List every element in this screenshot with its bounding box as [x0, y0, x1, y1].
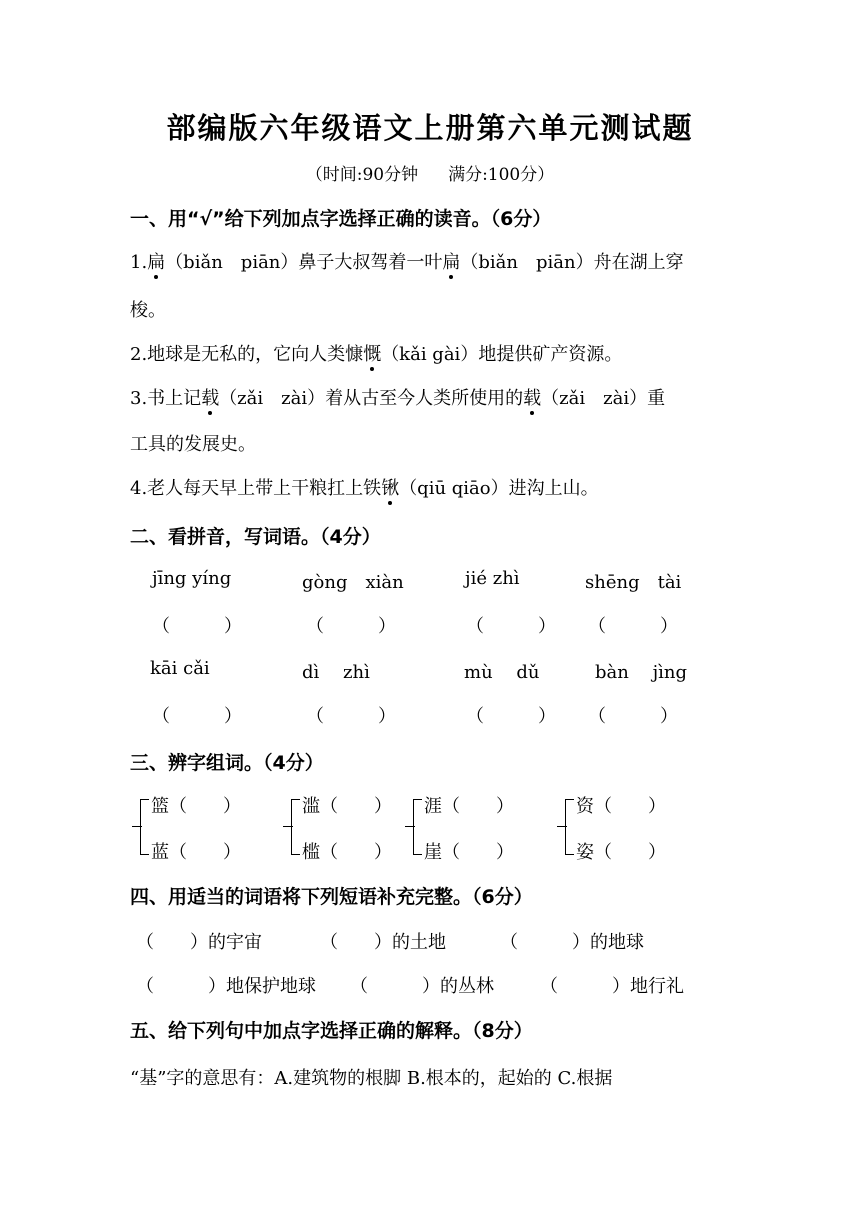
answer-blank[interactable]: （ ） — [152, 706, 242, 727]
group-brace-tick — [557, 826, 567, 827]
char-pair-item: 涯（ ） — [424, 796, 514, 817]
group-brace — [291, 799, 300, 855]
group-brace-tick — [405, 826, 415, 827]
question-text: （biǎn piān）舟在湖上穿 — [460, 252, 684, 273]
full-score: 满分:100分） — [448, 165, 555, 185]
group-brace-tick — [132, 826, 142, 827]
section-5-heading: 五、给下列句中加点字选择正确的解释。（8分） — [130, 1020, 533, 1042]
phrase-item: （ ）地行礼 — [540, 976, 684, 997]
char-pair-item: 滥（ ） — [302, 796, 392, 817]
question-4-line — [130, 474, 599, 500]
question-text: （zǎi zài）着从古至今人类所使用的 — [219, 388, 524, 409]
pinyin-item: bàn jìng — [595, 662, 688, 683]
question-text: 2.地球是无私的，它向人类慷 — [130, 344, 364, 365]
char-pair-item: 蓝（ ） — [151, 842, 241, 863]
group-brace-tick — [283, 826, 293, 827]
pinyin-item: shēng tài — [585, 572, 682, 593]
answer-blank[interactable]: （ ） — [466, 616, 556, 637]
section-4-heading: 四、用适当的词语将下列短语补充完整。（6分） — [130, 886, 533, 908]
time-limit: （时间:90分钟 — [305, 165, 419, 185]
dotted-char: 载 — [523, 388, 542, 409]
question-1-line — [130, 248, 684, 274]
answer-blank[interactable]: （ ） — [588, 616, 678, 637]
dotted-char: 锹 — [381, 478, 400, 499]
answer-blank[interactable]: （ ） — [306, 616, 396, 637]
char-pair-item: 篮（ ） — [151, 796, 241, 817]
answer-blank[interactable]: （ ） — [152, 616, 242, 637]
pinyin-item: jīng yíng — [152, 568, 232, 589]
definition-line: “基”字的意思有：A.建筑物的根脚 B.根本的，起始的 C.根据 — [130, 1068, 613, 1089]
question-1-continued: 梭。 — [130, 300, 166, 321]
question-text: 1. — [130, 252, 148, 273]
pinyin-item: dì zhì — [302, 662, 370, 683]
answer-blank[interactable]: （ ） — [466, 706, 556, 727]
exam-info — [0, 160, 860, 185]
phrase-item: （ ）的宇宙 — [136, 932, 262, 953]
group-brace — [565, 799, 574, 855]
answer-blank[interactable]: （ ） — [588, 706, 678, 727]
group-brace — [413, 799, 422, 855]
char-pair-item: 资（ ） — [576, 796, 666, 817]
pinyin-item: gòng xiàn — [302, 572, 404, 593]
question-text: 3.书上记 — [130, 388, 202, 409]
question-text: （kǎi gài）地提供矿产资源。 — [381, 344, 623, 365]
page-title: 部编版六年级语文上册第六单元测试题 — [166, 111, 694, 145]
pinyin-item: jié zhì — [465, 568, 520, 589]
question-2-line — [130, 340, 622, 366]
pinyin-item: mù dǔ — [464, 662, 540, 683]
dotted-char: 慨 — [363, 344, 382, 365]
char-pair-item: 崖（ ） — [424, 842, 514, 863]
char-pair-item: 槛（ ） — [302, 842, 392, 863]
group-brace — [140, 799, 149, 855]
dotted-char: 扁 — [147, 252, 166, 273]
question-3-continued: 工具的发展史。 — [130, 434, 256, 455]
phrase-item: （ ）的丛林 — [350, 976, 494, 997]
dotted-char: 扁 — [442, 252, 461, 273]
dotted-char: 载 — [201, 388, 220, 409]
section-3-heading: 三、辨字组词。（4分） — [130, 752, 324, 774]
phrase-item: （ ）的土地 — [320, 932, 446, 953]
phrase-item: （ ）地保护地球 — [136, 976, 316, 997]
char-pair-item: 姿（ ） — [576, 842, 666, 863]
question-text: （biǎn piān）鼻子大叔驾着一叶 — [165, 252, 443, 273]
phrase-item: （ ）的地球 — [500, 932, 644, 953]
question-3-line — [130, 384, 665, 410]
answer-blank[interactable]: （ ） — [306, 706, 396, 727]
section-1-heading: 一、用“√”给下列加点字选择正确的读音。（6分） — [130, 208, 552, 230]
question-text: （zǎi zài）重 — [541, 388, 666, 409]
question-text: 4.老人每天早上带上干粮扛上铁 — [130, 478, 382, 499]
question-text: （qiū qiāo）进沟上山。 — [399, 478, 599, 499]
section-2-heading: 二、看拼音，写词语。（4分） — [130, 526, 381, 548]
pinyin-item: kāi cǎi — [150, 658, 210, 679]
